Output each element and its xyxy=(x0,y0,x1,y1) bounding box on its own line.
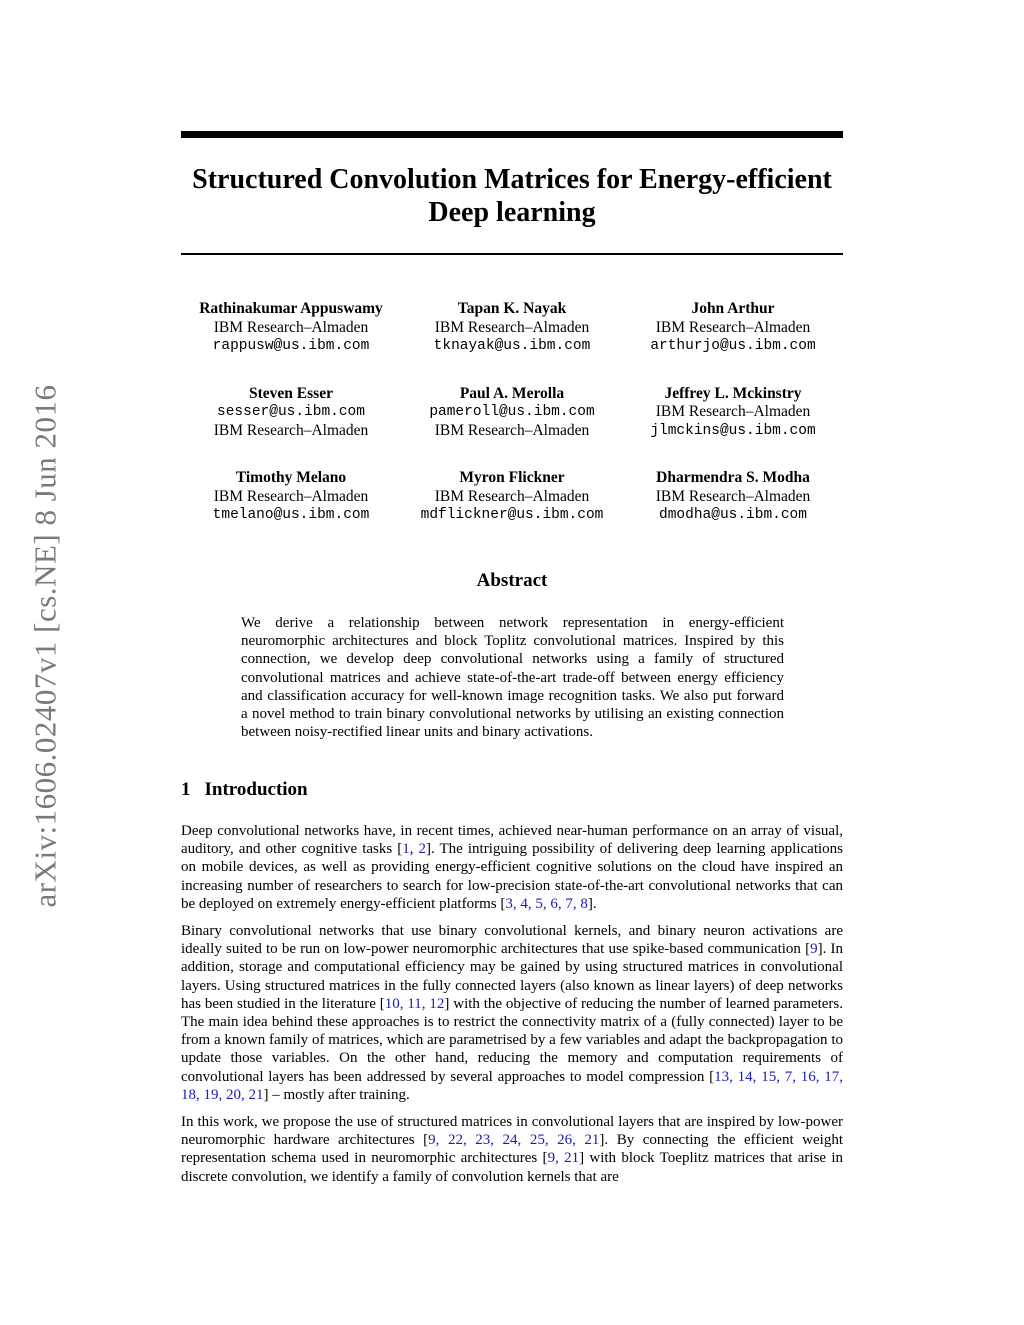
section-number: 1 xyxy=(181,779,191,800)
author-affiliation: IBM Research–Almaden xyxy=(434,421,590,439)
author-name: Tapan K. Nayak xyxy=(457,300,567,317)
paragraph xyxy=(181,822,843,913)
citation-link[interactable]: 13, 14, 15, 7, 16, 17, 18, 19, 20, 21 xyxy=(181,1068,844,1103)
title-rule-top xyxy=(181,131,843,138)
text-run: In this work, we propose the use of structured matrices in convolutional layers that are inspired by low-power neuromorphic hardware architectures [ xyxy=(181,1114,843,1149)
text-run: ] with block Toeplitz matrices that arise in discrete convolution, we identify a family of convolution kernels that are xyxy=(181,1150,844,1185)
author-name: Jeffrey L. Mckinstry xyxy=(664,384,802,402)
author xyxy=(623,385,843,441)
body-text xyxy=(181,822,843,1195)
citation-link[interactable]: 9 xyxy=(810,941,818,958)
author-email[interactable]: dmodha@us.ibm.com xyxy=(659,507,807,523)
author-email[interactable]: sesser@us.ibm.com xyxy=(217,404,365,420)
author xyxy=(623,300,843,356)
author xyxy=(623,469,843,525)
author-email[interactable]: rappusw@us.ibm.com xyxy=(212,338,370,354)
author-affiliation: IBM Research–Almaden xyxy=(655,403,811,420)
author-row xyxy=(181,300,843,356)
text-run: ]. In addition, storage and computational efficiency may be gained by using structured matrices in convolutional layers. Using structured matrices in the fully connected layers (also known as linear layers) of deep networks has been studied in the literature [ xyxy=(181,941,843,1012)
author-affiliation: IBM Research–Almaden xyxy=(213,421,369,439)
author-name: Dharmendra S. Modha xyxy=(656,469,810,486)
text-run: Binary convolutional networks that use binary convolutional kernels, and binary neuron activations are ideally suited to be run on low-power neuromorphic architectures that use spike-based communication [ xyxy=(181,923,843,958)
author xyxy=(402,469,622,525)
abstract-heading: Abstract xyxy=(476,570,548,591)
arxiv-stamp-text: arXiv:1606.02407v1 [cs.NE] 8 Jun 2016 xyxy=(28,384,63,908)
author-affiliation: IBM Research–Almaden xyxy=(434,487,590,505)
author-name: Steven Esser xyxy=(249,384,333,402)
paragraph xyxy=(181,1113,843,1186)
author-row xyxy=(181,469,843,525)
text-run: ]. The intriguing possibility of delivering deep learning applications on mobile devices, as well as providing energy-efficient cognitive solutions on the cloud have inspired an increasing number of researchers to search for low-precision state-of-the-art convolutional networks that can be deployed on extremely energy-efficient platforms [ xyxy=(181,841,843,912)
paragraph xyxy=(181,922,843,1104)
author-block xyxy=(181,300,843,554)
author-name: Paul A. Merolla xyxy=(459,384,565,402)
text-run: ] with the objective of reducing the number of learned parameters. The main idea behind these approaches is to restrict the connectivity matrix of a (fully connected) layer to be from a known family of matrices, which are parametrised by a few variables and adapt the backpropagation to update those variables. On the other hand, reducing the memory and computation requirements of convolutional layers has been addressed by several approaches to model compression [ xyxy=(181,995,844,1085)
author-affiliation: IBM Research–Almaden xyxy=(213,318,369,336)
citation-link[interactable]: 1 xyxy=(402,841,410,858)
author-email[interactable]: arthurjo@us.ibm.com xyxy=(650,338,816,354)
author-email[interactable]: mdflickner@us.ibm.com xyxy=(420,507,604,523)
section-heading xyxy=(181,779,308,801)
title-rule-bottom xyxy=(181,253,843,255)
author-email[interactable]: jlmckins@us.ibm.com xyxy=(650,422,816,439)
author-name: Myron Flickner xyxy=(459,469,565,486)
arxiv-stamp xyxy=(0,364,92,928)
citation-link[interactable]: 9, 21 xyxy=(547,1150,580,1167)
author xyxy=(181,385,401,441)
author-name: Timothy Melano xyxy=(235,469,347,486)
author-affiliation: IBM Research–Almaden xyxy=(655,318,811,336)
author-affiliation: IBM Research–Almaden xyxy=(655,487,811,505)
text-run: ] – mostly after training. xyxy=(263,1086,410,1103)
text-run: , xyxy=(409,841,419,858)
author xyxy=(402,300,622,356)
paper-title: Structured Convolution Matrices for Energy-efficient Deep learning xyxy=(192,164,832,228)
author-email[interactable]: tmelano@us.ibm.com xyxy=(212,507,370,523)
citation-link[interactable]: 3, 4, 5, 6, 7, 8 xyxy=(505,895,588,912)
text-run: ]. By connecting the efficient weight representation schema used in neuromorphic architectures [ xyxy=(181,1132,843,1167)
text-run: ]. xyxy=(587,895,597,912)
author-affiliation: IBM Research–Almaden xyxy=(213,487,369,505)
author-name: Rathinakumar Appuswamy xyxy=(199,300,383,317)
abstract-text: We derive a relationship between network representation in energy-efficient neuromorphic architectures and block Toplitz convolutional matrices. Inspired by this connection, we develop deep convolutional networks using a family of structured convolutional matrices and achieve state-of-the-art trade-off between energy efficiency and classification accuracy for well-known image recognition tasks. We also put forward a novel method to train binary convolutional networks by utilising an existing connection between noisy-rectified linear units and binary activations. xyxy=(241,615,784,741)
author-email[interactable]: tknayak@us.ibm.com xyxy=(433,338,591,354)
author xyxy=(402,385,622,441)
author xyxy=(181,469,401,525)
citation-link[interactable]: 2 xyxy=(418,841,427,858)
author-email[interactable]: pameroll@us.ibm.com xyxy=(429,404,595,420)
citation-link[interactable]: 9, 22, 23, 24, 25, 26, 21 xyxy=(428,1132,600,1149)
citation-link[interactable]: 10, 11, 12 xyxy=(384,995,445,1012)
text-run: Deep convolutional networks have, in recent times, achieved near-human performance on an array of visual, auditory, and other cognitive tasks [ xyxy=(181,823,843,858)
author xyxy=(181,300,401,356)
author-name: John Arthur xyxy=(691,300,775,317)
section-title: Introduction xyxy=(204,779,308,800)
author-row xyxy=(181,385,843,441)
author-affiliation: IBM Research–Almaden xyxy=(434,318,590,336)
